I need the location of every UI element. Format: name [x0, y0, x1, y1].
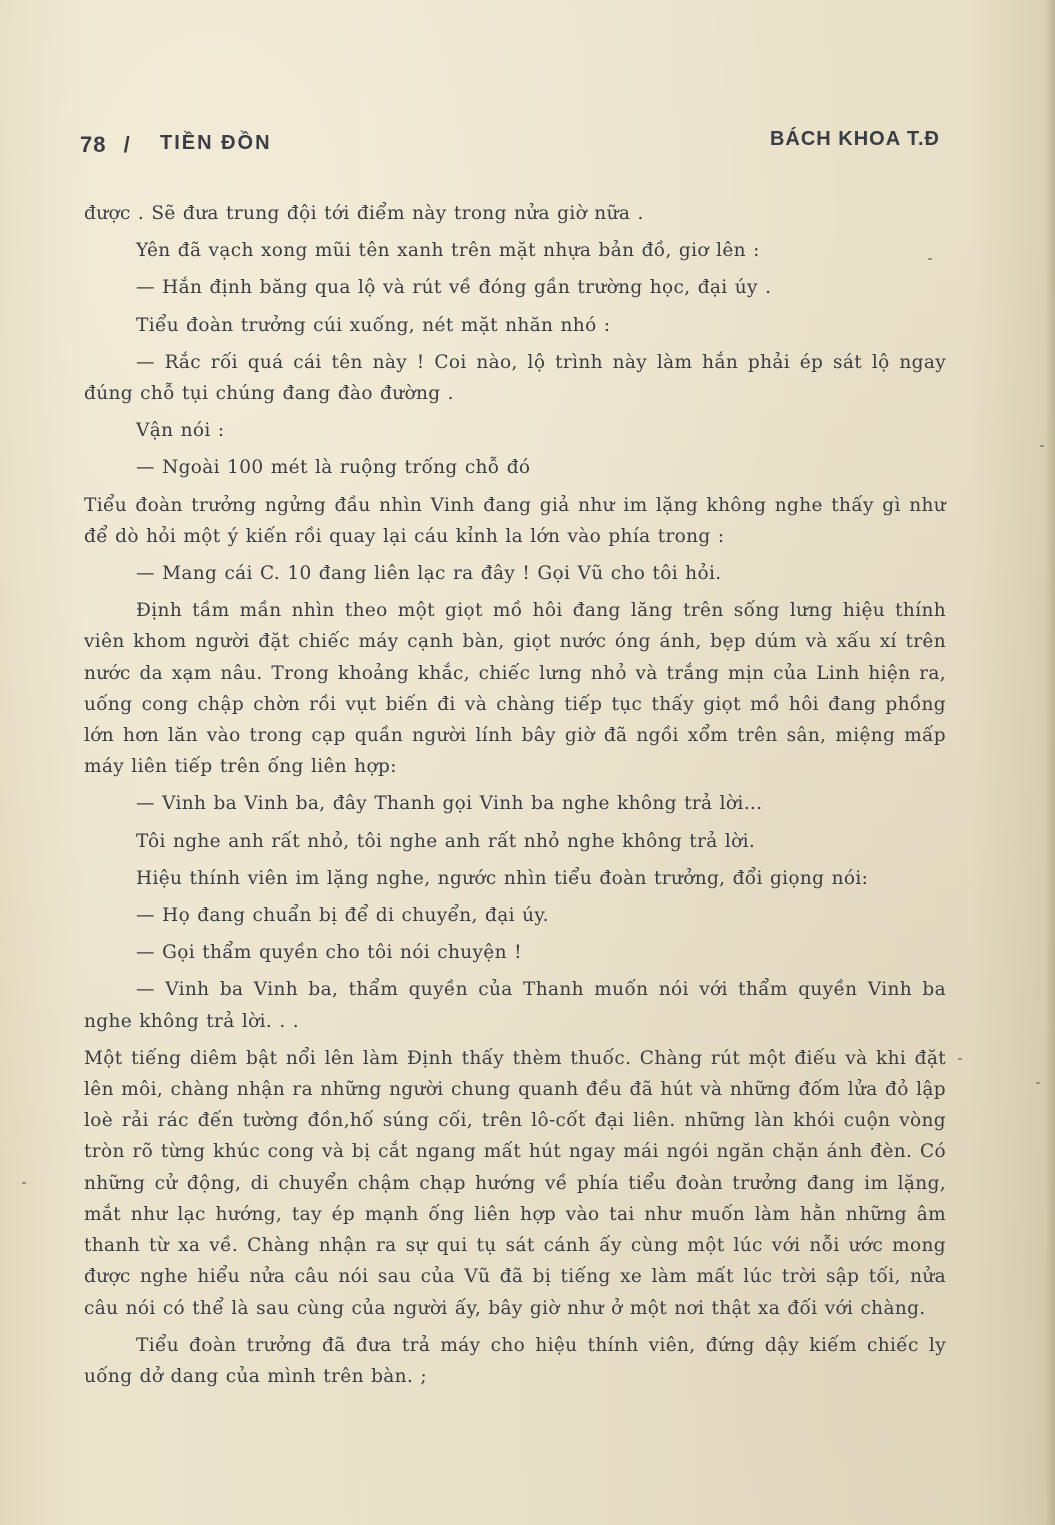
paragraph: Yên đã vạch xong mũi tên xanh trên mặt nhựa bản đồ, giơ lên :: [136, 240, 760, 262]
paragraph: — Ngoài 100 mét là ruộng trống chỗ đó: [136, 457, 531, 479]
paragraph: Một tiếng diêm bật nổi lên làm Định thấy thèm thuốc. Chàng rút một điếu và khi đặt lên môi, chàng nhận ra những người chung quanh đều đã hút và những đốm lửa đỏ lập loè rải rác đến tường đồn,hố súng cối, trên lô-cốt đại liên. những làn khói cuộn vòng tròn rõ từng khúc cong và bị cắt ngang mất hút ngay mái ngói ngăn chặn ánh đèn. Có những cử động, di chuyển chậm chạp hướng về phía tiểu đoàn trưởng đang im lặng, mắt như lạc hướng, tay ép mạnh ống liên hợp vào tai như muốn làm hằn những âm thanh từ xa về. Chàng nhận ra sự qui tụ sát cánh ấy cùng một lúc với nỗi ước mong được nghe hiểu nửa câu nói sau của Vũ đã bị tiếng xe làm mất lúc trời sập tối, nửa câu nói có thể là sau cùng của người ấy, bây giờ như ở một nơi thật xa đối với chàng.: [84, 1047, 946, 1319]
paragraph: — Vinh ba Vinh ba, đây Thanh gọi Vinh ba nghe không trả lời...: [136, 793, 763, 815]
page-header: [80, 128, 940, 158]
paragraph: Hiệu thính viên im lặng nghe, ngước nhìn tiểu đoàn trưởng, đổi giọng nói:: [136, 867, 869, 889]
journal-title: BÁCH KHOA T.Đ: [769, 128, 940, 150]
paragraph: — Mang cái C. 10 đang liên lạc ra đây ! Gọi Vũ cho tôi hỏi.: [136, 563, 722, 585]
paragraph: Tiểu đoàn trưởng ngửng đầu nhìn Vinh đang giả như im lặng không nghe thấy gì như để dò hỏi một ý kiến rồi quay lại cáu kỉnh la lớn vào phía trong :: [84, 494, 946, 547]
paragraph: — Họ đang chuẩn bị để di chuyển, đại úy.: [136, 905, 549, 927]
page-number: [80, 132, 131, 158]
body-text: [84, 198, 946, 1398]
paragraph: — Vinh ba Vinh ba, thẩm quyền của Thanh muốn nói với thẩm quyền Vinh ba nghe không trả lời. . .: [84, 979, 946, 1032]
paragraph: — Rắc rối quá cái tên này ! Coi nào, lộ trình này làm hắn phải ép sát lộ ngay đúng chỗ tụi chúng đang đào đường .: [84, 351, 946, 405]
paragraph: Định tầm mần nhìn theo một giọt mồ hôi đang lăng trên sống lưng hiệu thính viên khom người đặt chiếc máy cạnh bàn, giọt nước óng ánh, bẹp dúm và xấu xí trên nước da xạm nâu. Trong khoảng khắc, chiếc lưng nhỏ và trắng mịn của Linh hiện ra, uống cong chập chờn rồi vụt biến đi và chàng tiếp tục thấy giọt mồ hôi đang phồng lớn hơn lăn vào trong cạp quần người lính bây giờ đã ngồi xổm trên sân, miệng mấp máy liên tiếp trên ống liên hợp:: [84, 600, 946, 778]
paragraph: được . Sẽ đưa trung đội tới điểm này trong nửa giờ nữa .: [84, 203, 644, 224]
print-speck: [1036, 1082, 1040, 1084]
print-speck: [1040, 445, 1044, 447]
paragraph: — Hắn định băng qua lộ và rút về đóng gần trường học, đại úy .: [136, 277, 772, 299]
print-speck: [928, 258, 932, 260]
paragraph: Tôi nghe anh rất nhỏ, tôi nghe anh rất nhỏ nghe không trả lời.: [136, 830, 756, 852]
section-title: TIỀN ĐỒN: [160, 132, 272, 154]
paragraph: Tiểu đoàn trưởng cúi xuống, nét mặt nhăn nhó :: [136, 314, 611, 336]
header-separator: /: [123, 132, 131, 157]
page-edge-shadow: [1045, 0, 1055, 1525]
paragraph: Tiểu đoàn trưởng đã đưa trả máy cho hiệu thính viên, đứng dậy kiếm chiếc ly uống dở dang của mình trên bàn. ;: [84, 1334, 946, 1387]
page-number-value: 78: [80, 132, 107, 157]
paragraph: Vận nói :: [136, 420, 225, 442]
print-speck: [958, 1058, 962, 1060]
print-speck: [22, 1182, 26, 1184]
paragraph: — Gọi thẩm quyền cho tôi nói chuyện !: [136, 942, 522, 964]
